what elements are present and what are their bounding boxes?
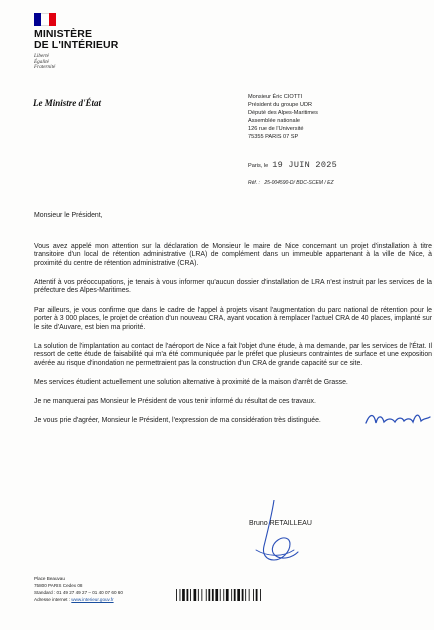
footer-address-line2: 75800 PARIS Cedex 08	[34, 583, 83, 588]
barcode-bar	[234, 589, 236, 601]
barcode-bar	[237, 589, 240, 601]
sender-title: Le Ministre d'État	[33, 98, 102, 108]
barcode-bar	[242, 589, 244, 601]
closing-row	[34, 417, 432, 426]
date-stamp: 19 JUIN 2025	[272, 160, 338, 170]
barcode-bar	[190, 589, 191, 601]
french-flag-icon	[34, 13, 56, 26]
motto-liberte: Liberté	[34, 53, 49, 59]
recipient-line: 75355 PARIS 07 SP	[248, 134, 299, 140]
motto-fraternite: Fraternité	[34, 64, 56, 71]
paragraph-4: La solution de l'implantation au contact de l'aéroport de Nice a fait l'objet d'une étude, à ma demande, par les services de l'État. Il ressort de cette étude de faisabilité qui m'a été communiquée par le préfet que plusieurs contraintes de surface et une exposition avérée au risque d'inondation ne permettraient pas la construction d'un CRA de grande capacité sur ce site.	[34, 342, 432, 368]
letter-date	[248, 160, 337, 170]
footer-website-link[interactable]: www.interieur.gouv.fr	[71, 597, 114, 602]
barcode-bar	[215, 589, 218, 601]
ministry-logo	[34, 13, 134, 71]
footer-contact	[34, 575, 123, 603]
paragraph-1: Vous avez appelé mon attention sur la déclaration de Monsieur le maire de Nice concernant un projet d'installation à titre transitoire d'un local de rétention administrative (LRA) de complément dans un immeuble appartenant à la ville de Nice, à proximité du centre de rétention administrative (CRA).	[34, 242, 432, 267]
recipient-line: Président du groupe UDR	[248, 102, 313, 108]
paragraph-5: Mes services étudient actuellement une solution alternative à proximité de la maison d'arrêt de Grasse.	[34, 379, 348, 387]
reference-line	[248, 180, 334, 186]
barcode-bar	[198, 589, 199, 601]
footer-phone: Standard : 01 49 27 49 27 – 01 40 07 60 60	[34, 590, 123, 595]
paragraph-2: Attentif à vos préoccupations, je tenais à vous informer qu'aucun dossier d'installation de LRA n'est instruit par les services de la préfecture des Alpes-Maritimes.	[34, 278, 432, 295]
republic-motto	[34, 54, 134, 71]
reference-value: 25-004590-D/ BDC-SCEM / EZ	[264, 180, 334, 186]
paragraph-3: Par ailleurs, je vous confirme que dans le cadre de l'appel à projets visant l'augmentation du parc national de rétention pour le porter à 3 000 places, le projet de création d'un nouveau CRA, ayant vocation à remplacer l'actuel CRA de 40 places, implanté sur le site d'Auvare, est bien ma priorité.	[34, 306, 432, 331]
salutation: Monsieur le Président,	[34, 212, 103, 219]
date-prefix: Paris, le	[248, 163, 269, 169]
barcode-bar	[201, 589, 202, 601]
barcode-bar	[176, 589, 177, 601]
barcode-bar	[249, 589, 250, 601]
recipient-address	[248, 93, 318, 141]
barcode-bar	[208, 589, 210, 601]
barcode-bar	[180, 589, 181, 601]
barcode-bar	[182, 589, 185, 601]
barcode-bar	[223, 589, 224, 601]
signature-icon	[246, 500, 326, 570]
ministry-name-line1: MINISTÈRE	[34, 28, 93, 40]
ministry-name-line2: DE L'INTÉRIEUR	[34, 39, 119, 51]
recipient-line: 126 rue de l'Université	[248, 126, 304, 132]
barcode-bar	[194, 589, 197, 601]
footer-internet	[34, 596, 123, 603]
reference-label: Réf. :	[248, 180, 260, 186]
signatory-name: Bruno RETAILLEAU	[249, 520, 312, 527]
handwritten-annotation-icon	[364, 409, 432, 429]
recipient-line: Monsieur Éric CIOTTI	[248, 94, 303, 100]
barcode-bar	[231, 589, 232, 601]
recipient-line: Député des Alpes-Maritimes	[248, 110, 318, 116]
motto-egalite: Égalité	[34, 58, 49, 65]
footer-internet-label: Adresse internet :	[34, 597, 71, 602]
recipient-line: Assemblée nationale	[248, 118, 300, 124]
barcode-bar	[212, 589, 214, 601]
barcode-bar	[226, 589, 229, 601]
barcode-bar	[220, 589, 221, 601]
paragraph-6: Je ne manquerai pas Monsieur le Président de vous tenir informé du résultat de ces travaux.	[34, 398, 316, 406]
barcode-bar	[260, 589, 261, 601]
barcode-bar	[256, 589, 258, 601]
barcode-icon	[176, 589, 276, 601]
barcode-bar	[187, 589, 189, 601]
barcode-bar	[206, 589, 207, 601]
letter-body	[34, 212, 432, 426]
barcode-bar	[245, 589, 246, 601]
closing-formula: Je vous prie d'agréer, Monsieur le Président, l'expression de ma considération très distinguée.	[34, 417, 321, 425]
footer-address-line1: Place Beauvau	[34, 576, 65, 581]
barcode-bar	[253, 589, 254, 601]
